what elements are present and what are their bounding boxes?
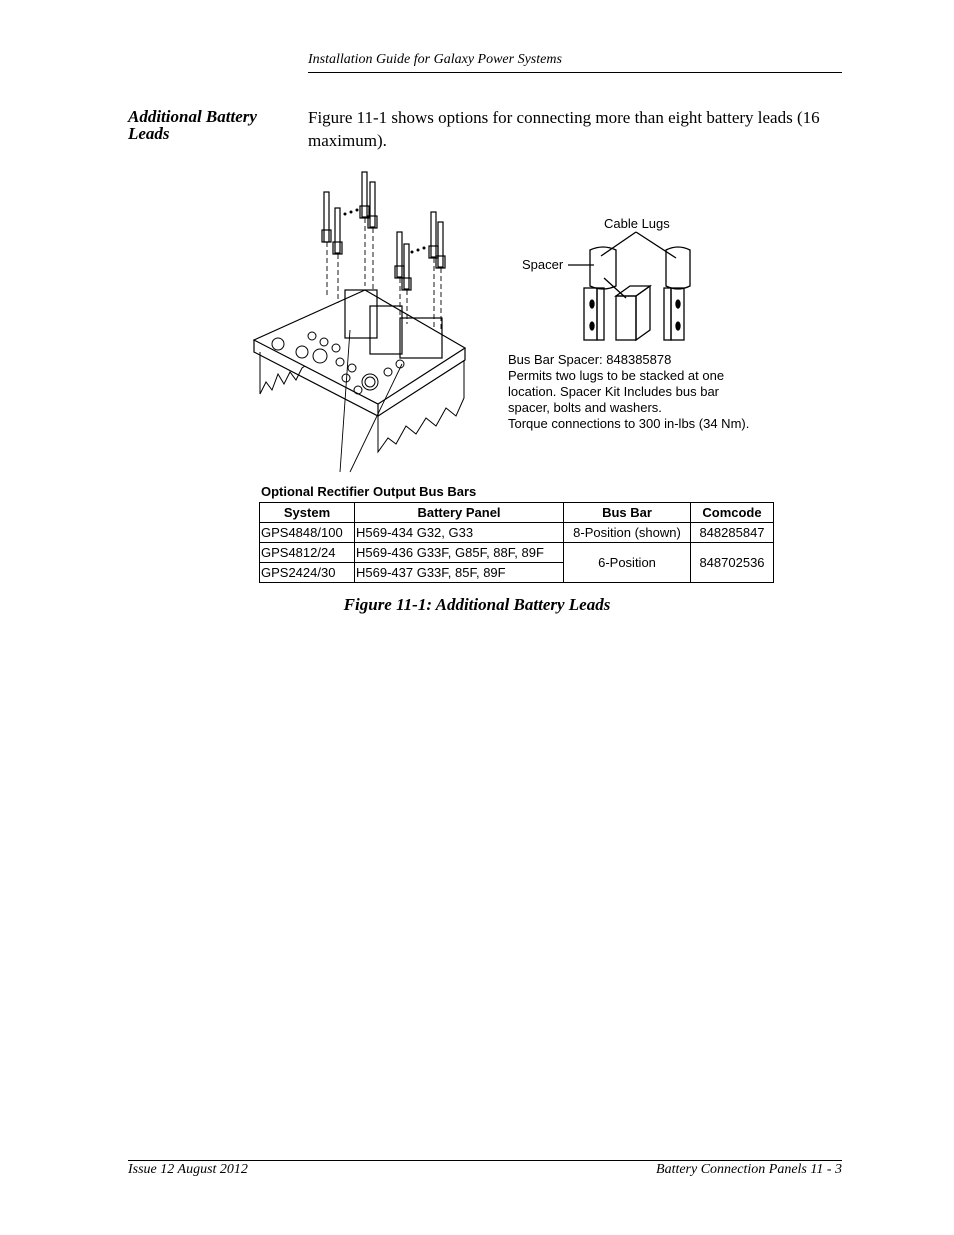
section-heading: Additional Battery Leads (128, 107, 257, 143)
battery-panel-shelf (254, 290, 465, 416)
footer-page: Battery Connection Panels 11 - 3 (656, 1162, 842, 1177)
table-cell: 848285847 (691, 523, 774, 543)
table-cell: GPS4812/24 (260, 543, 355, 563)
figure-11-1 (250, 168, 780, 478)
spacer-note (508, 352, 749, 432)
table-cell: GPS4848/100 (260, 523, 355, 543)
battery-lead-terminals (322, 172, 445, 290)
footer-rule (128, 1160, 842, 1161)
footer-issue: Issue 12 August 2012 (128, 1162, 248, 1177)
table-cell: H569-434 G32, G33 (355, 523, 564, 543)
section-body: Figure 11-1 shows options for connecting more than eight battery leads (16 maximum). (308, 108, 820, 150)
table-cell: 8-Position (shown) (564, 523, 691, 543)
table-cell: H569-436 G33F, G85F, 88F, 89F (355, 543, 564, 563)
column-header: Bus Bar (564, 503, 691, 523)
table-cell: GPS2424/30 (260, 563, 355, 583)
table-title: Optional Rectifier Output Bus Bars (261, 484, 477, 499)
note-line: spacer, bolts and washers. (508, 400, 662, 415)
running-header: Installation Guide for Galaxy Power Systems (308, 52, 562, 67)
table-row (260, 523, 774, 543)
spacer-label: Spacer (522, 257, 564, 272)
table-cell: 848702536 (691, 543, 774, 583)
header-rule (308, 72, 842, 73)
bus-bar-assembly-drawing (250, 168, 500, 478)
note-line: location. Spacer Kit Includes bus bar (508, 384, 720, 399)
table-row (260, 543, 774, 563)
column-header: Battery Panel (355, 503, 564, 523)
note-line: Permits two lugs to be stacked at one (508, 368, 725, 383)
figure-caption: Figure 11-1: Additional Battery Leads (343, 595, 611, 614)
column-header: System (260, 503, 355, 523)
column-header: Comcode (691, 503, 774, 523)
table-cell: 6-Position (564, 543, 691, 583)
table-header-row (260, 503, 774, 523)
note-line: Torque connections to 300 in-lbs (34 Nm). (508, 416, 750, 431)
table-cell: H569-437 G33F, 85F, 89F (355, 563, 564, 583)
right-cable-lug (664, 247, 690, 340)
bus-bar-table (259, 502, 774, 583)
left-cable-lug (584, 247, 616, 340)
note-line: Bus Bar Spacer: 848385878 (508, 352, 672, 367)
cable-lugs-label: Cable Lugs (604, 216, 670, 231)
